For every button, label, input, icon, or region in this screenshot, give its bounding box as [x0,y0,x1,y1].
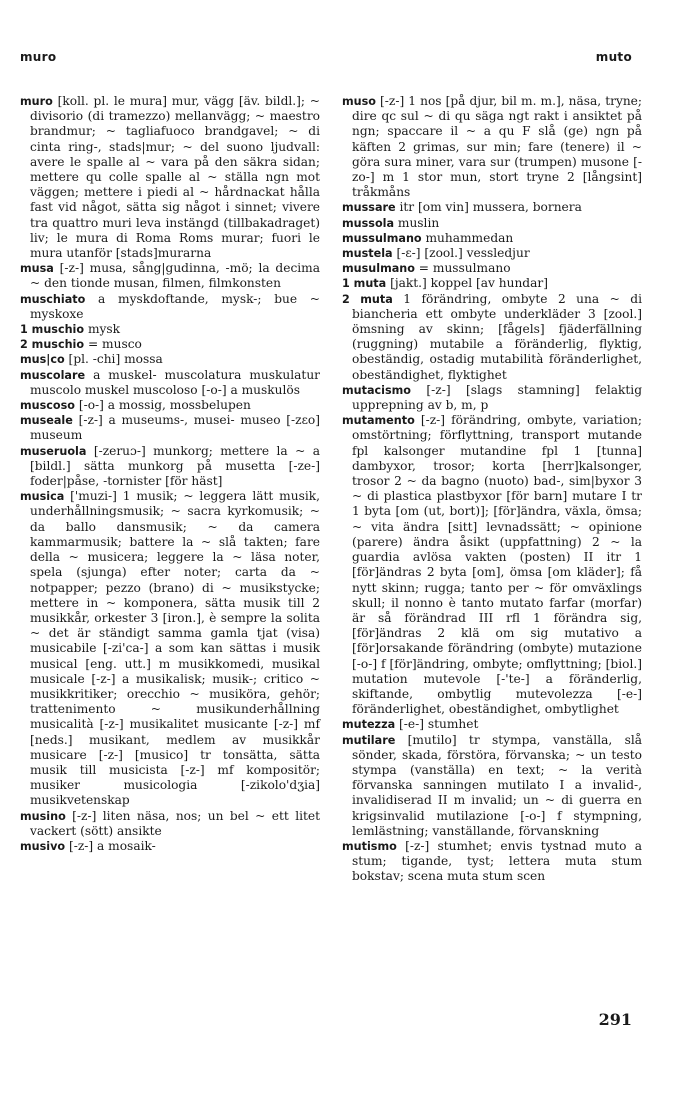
entry-definition: [-o-] a mossig, mossbelupen [74,398,251,413]
dictionary-entry [342,733,642,839]
entry-headword: museale [20,414,73,428]
entry-definition: a muskel- muscolatura muskulatur muscolo muskel muscoloso [-o-] a muskulös [30,367,320,397]
entry-definition: [-zeruɔ-] munkorg; mettere la ~ a [bildl.] sätta munkorg på musetta [-ze-] foder|påse, -tornister [för häst] [30,443,320,489]
dictionary-entry [20,809,320,839]
entry-headword: museruola [20,444,87,458]
entry-headword: 1 muschio [20,323,85,337]
dictionary-entry [20,352,320,367]
dictionary-entry [20,337,320,352]
entry-headword: 1 muta [342,277,387,291]
entry-definition: [-z-] a mosaik- [65,838,156,853]
dictionary-entry [20,94,320,261]
entry-headword: mustela [342,247,393,261]
entry-definition: [-z-] 1 nos [på djur, bil m. m.], näsa, tryne; dire qc sul ~ di qu säga ngt rakt i ansiktet på ngn; spaccare il ~ a qu F slå (ge) ngn på käften 2 grimas, sur min; fare (tenere) il ~ göra sura miner, vara sur (trumpen) musone [-zo-] m 1 stor mun, stort tryne 2 [långsint] tråkmåns [352,94,642,200]
entry-definition: [koll. pl. le mura] mur, vägg [äv. bildl.]; ~ divisorio (di tramezzo) mellanvägg; ~ maestro brandmur; ~ tagliafuoco brandgavel; ~ di cinta ring-, stads|mur; ~ del suono ljudvall: avere le spalle al ~ vara på den säkra sidan; mettere qu colle spalle al ~ ställa ngn mot väggen; mettere i piedi al ~ hårdnackat hålla fast vid något, sätta sig något i sinnet; vivere tra quattro muri leva instängd (tillbakadraget) liv; le mura di Roma Roms murar; fuori le mura utanför [stads]murarna [30,94,320,261]
entry-definition: [-z-] stumhet; envis tystnad muto a stum; tigande, tyst; lettera muta stum bokstav; scena muta stum scen [352,838,642,884]
left-column [20,94,320,854]
entry-headword: mussola [342,216,395,230]
dictionary-entry [342,231,642,246]
entry-definition: itr [om vin] mussera, bornera [395,200,582,215]
entry-definition: [-z-] a museums-, musei- museo [-zεo] museum [30,413,320,443]
dictionary-entry [20,322,320,337]
running-head-right: muto [595,50,632,64]
dictionary-entry [342,292,642,383]
entry-definition: = mussulmano [414,261,511,276]
entry-definition: ['muzi-] 1 musik; ~ leggera lätt musik, underhållningsmusik; ~ sacra kyrkomusik; ~ da ballo dansmusik; ~ da camera kammarmusik; battere la ~ slå takten; fare della ~ musicera; leggere la ~ läsa noter, spela (sjunga) efter noter; carta da ~ notpapper; pezzo (brano) di ~ musikstycke; mettere in ~ komponera, sätta musik till 2 musikkår, orkester 3 [iron.], è sempre la solita ~ det är ständigt samma gamla tjat (visa) musicabile [-zi'ca-] a som kan sättas i musik musical [eng. utt.] m musikkomedi, musikal musicale [-z-] a musikalisk; musik-; critico ~ musikkritiker; orecchio ~ musiköra, gehör; trattenimento ~ musikunderhållning musicalità [-z-] musikalitet musicante [-z-] mf [neds.] musikant, medlem av musikkår musicare [-z-] [musico] tr tonsätta, sätta musik till musicista [-z-] mf kompositör; musiker musicologia [-zikolo'dʒia] musikvetenskap [30,489,320,808]
entry-headword: 2 muschio [20,338,85,352]
entry-definition: 1 förändring, ombyte 2 una ~ di biancheria ett ombyte underkläder 3 [zool.] ömsning av skinn; [fågels] fjäderfällning (ruggning) mutabile a föränderlig, flyktig, obeständig, ostadig mutabilità föränderlighet, obeständighet, flyktighet [352,291,642,382]
dictionary-entry [20,444,320,490]
entry-definition: [-ε-] [zool.] vessledjur [392,246,530,261]
entry-headword: mutacismo [342,383,411,397]
dictionary-entry [20,413,320,443]
entry-headword: musino [20,809,66,823]
entry-headword: musulmano [342,262,415,276]
entry-headword: mussare [342,201,396,215]
entry-definition: a myskdoftande, mysk-; bue ~ myskoxe [30,291,320,321]
dictionary-entry [20,261,320,291]
dictionary-entry [342,276,642,291]
dictionary-entry [342,261,642,276]
entry-headword: mus|co [20,353,65,367]
entry-headword: 2 muta [342,292,393,306]
entry-headword: mutilare [342,733,396,747]
dictionary-entry [20,398,320,413]
dictionary-entry [20,292,320,322]
entry-definition: [pl. -chi] mossa [64,352,163,367]
entry-headword: muschiato [20,292,86,306]
entry-headword: musica [20,490,65,504]
dictionary-entry [342,717,642,732]
entry-headword: musivo [20,839,66,853]
right-column [342,94,642,885]
entry-definition: [-e-] stumhet [395,717,479,732]
entry-headword: muso [342,95,376,108]
entry-headword: muscoso [20,399,75,413]
entry-headword: muscolare [20,368,86,382]
dictionary-entry [342,200,642,215]
dictionary-entry [342,216,642,231]
dictionary-entry [20,368,320,398]
entry-definition: muslin [394,215,440,230]
dictionary-entry [20,489,320,808]
entry-headword: musa [20,262,54,276]
dictionary-entry [342,246,642,261]
running-head-left: muro [20,50,57,64]
entry-definition: = musco [84,337,142,352]
entry-definition: [jakt.] koppel [av hundar] [386,276,548,291]
entry-definition: mysk [84,322,121,337]
dictionary-entry [342,383,642,413]
page-number: 291 [598,1010,632,1029]
dictionary-entry [20,839,320,854]
entry-headword: mutezza [342,718,396,732]
entry-headword: mutamento [342,414,415,428]
dictionary-entry [342,94,642,200]
entry-headword: mutismo [342,839,397,853]
entry-definition: [-z-] musa, sång|gudinna, -mö; la decima ~ den tionde musan, filmen, filmkonsten [30,261,320,291]
entry-definition: [-z-] liten näsa, nos; un bel ~ ett litet vackert (sött) ansikte [30,808,320,838]
entry-definition: muhammedan [421,230,514,245]
dictionary-entry [342,839,642,885]
entry-definition: [-z-] [slags stamning] felaktig upprepning av b, m, p [352,382,642,413]
dictionary-entry [342,413,642,717]
entry-headword: muro [20,95,53,108]
entry-definition: [mutilo] tr stympa, vanställa, slå sönder, skada, förstöra, förvanska; ~ un testo stympa (vanställa) en text; ~ la verità förvanska sanningen mutilato I a invalid-, invalidiserad II m invalid; un ~ di guerra en krigsinvalid mutilazione [-o-] f stympning, lemlästning; vanställande, förvanskning [352,732,642,838]
entry-definition: [-z-] förändring, ombyte, variation; omstörtning; förflyttning, transport mutande fpl kalsonger mutandine fpl 1 [tunna] dambyxor, trosor; korta [herr]kalsonger, trosor 2 ~ da bagno (nuoto) bad-, sim|byxor 3 ~ di plastica plastbyxor [för barn] mutare I tr 1 byta [om (ut, bort)]; [för]ändra, växla, ömsa; ~ vita ändra [sitt] levnadssätt; ~ opinione (parere) ändra åsikt (uppfattning) 2 ~ la guardia avlösa vakten (posten) II itr 1 [för]ändras 2 byta [om], ömsa [om kläder]; få nytt skinn; rugga; tanto per ~ för omväxlings skull; il nonno è tanto mutato farfar (morfar) är så förändrad III rfl 1 förändra sig, [för]ändras 2 klä om sig mutativo a [för]orsakande förändring (ombyte) mutazione [-o-] f [för]ändring, ombyte; omflyttning; [biol.] mutation mutevole [-'te-] a föränderlig, skiftande, ombytlig mutevolezza [-e-] föränderlighet, obeständighet, ombytlighet [352,413,642,717]
entry-headword: mussulmano [342,231,422,245]
